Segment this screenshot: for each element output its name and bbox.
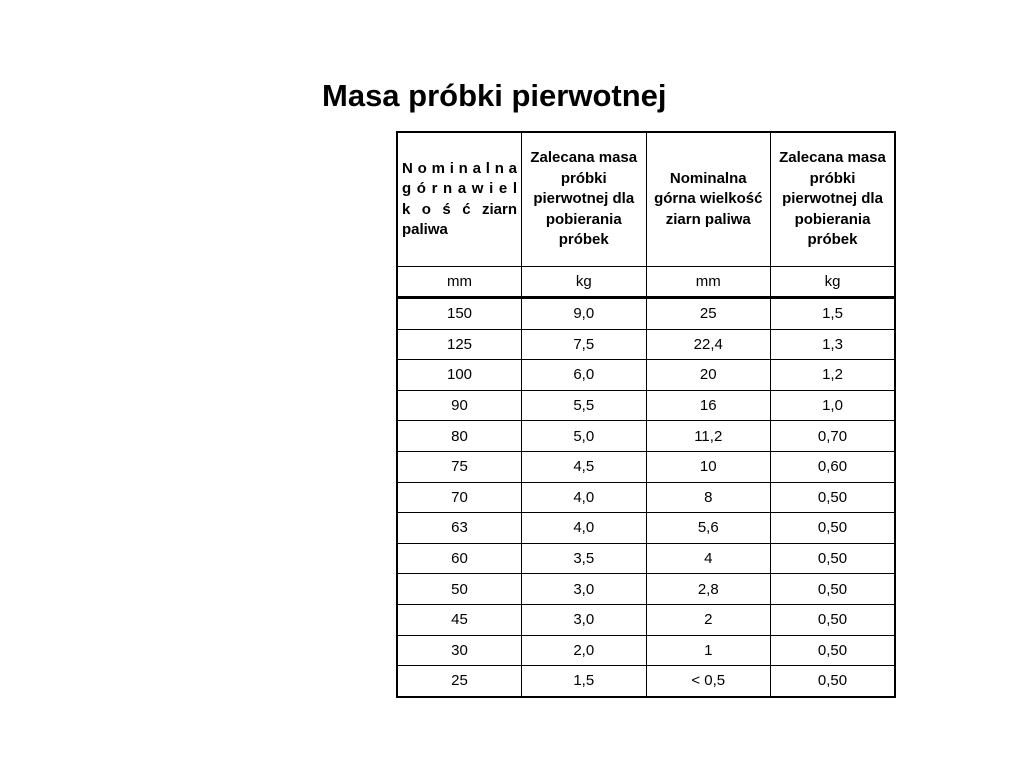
table-row: [397, 360, 895, 391]
table-cell: 1,3: [771, 329, 896, 360]
table-cell: 30: [397, 635, 522, 666]
table-cell: 0,50: [771, 574, 896, 605]
table-cell: < 0,5: [646, 666, 771, 697]
table-cell: 10: [646, 451, 771, 482]
table-cell: 45: [397, 604, 522, 635]
table-row: [397, 513, 895, 544]
table-row: [397, 543, 895, 574]
sample-mass-table: [396, 131, 896, 698]
unit-cell: kg: [522, 267, 647, 298]
table-cell: 22,4: [646, 329, 771, 360]
table-row: [397, 482, 895, 513]
slide-title: Masa próbki pierwotnej: [322, 78, 667, 113]
table-cell: 80: [397, 421, 522, 452]
table-cell: 5,5: [522, 390, 647, 421]
table-row: [397, 298, 895, 330]
table-cell: 63: [397, 513, 522, 544]
table-cell: 0,50: [771, 543, 896, 574]
table-row: [397, 574, 895, 605]
table-cell: 4: [646, 543, 771, 574]
table-cell: 0,70: [771, 421, 896, 452]
table-cell: 70: [397, 482, 522, 513]
table-row: [397, 390, 895, 421]
table-cell: 3,0: [522, 574, 647, 605]
table-cell: 0,50: [771, 513, 896, 544]
table-cell: 1,2: [771, 360, 896, 391]
table-row: [397, 421, 895, 452]
table-row: [397, 451, 895, 482]
table-cell: 2: [646, 604, 771, 635]
header-text-nominal-size-left: N o m i n a l n a g ó r n a w i e l k o ś ć ziarn paliwa: [402, 159, 517, 238]
table-cell: 50: [397, 574, 522, 605]
table-cell: 4,5: [522, 451, 647, 482]
units-row: [397, 267, 895, 298]
unit-cell: mm: [646, 267, 771, 298]
table-cell: 1,0: [771, 390, 896, 421]
table-cell: 4,0: [522, 482, 647, 513]
table-cell: 3,5: [522, 543, 647, 574]
table-cell: 1: [646, 635, 771, 666]
table-cell: 3,0: [522, 604, 647, 635]
header-cell-mass-left: Zalecana masa próbki pierwotnej dla pobierania próbek: [522, 132, 647, 267]
table-cell: 6,0: [522, 360, 647, 391]
table-row: [397, 666, 895, 697]
table-cell: 8: [646, 482, 771, 513]
table-row: [397, 329, 895, 360]
table-cell: 90: [397, 390, 522, 421]
table-cell: 25: [397, 666, 522, 697]
unit-cell: kg: [771, 267, 896, 298]
unit-cell: mm: [397, 267, 522, 298]
table-cell: 75: [397, 451, 522, 482]
table-cell: 0,50: [771, 666, 896, 697]
table-cell: 2,8: [646, 574, 771, 605]
table-cell: 0,50: [771, 482, 896, 513]
header-cell-nominal-size-right: Nominalna górna wielkość ziarn paliwa: [646, 132, 771, 267]
table-cell: 0,50: [771, 635, 896, 666]
table-row: [397, 604, 895, 635]
table-cell: 150: [397, 298, 522, 330]
table-cell: 100: [397, 360, 522, 391]
table-cell: 60: [397, 543, 522, 574]
table-cell: 5,0: [522, 421, 647, 452]
table-row: [397, 635, 895, 666]
table-cell: 20: [646, 360, 771, 391]
table-cell: 16: [646, 390, 771, 421]
table-cell: 7,5: [522, 329, 647, 360]
table-cell: 4,0: [522, 513, 647, 544]
table-cell: 11,2: [646, 421, 771, 452]
table-cell: 1,5: [522, 666, 647, 697]
table-cell: 25: [646, 298, 771, 330]
table-cell: 2,0: [522, 635, 647, 666]
table-cell: 5,6: [646, 513, 771, 544]
table-cell: 1,5: [771, 298, 896, 330]
header-cell-mass-right: Zalecana masa próbki pierwotnej dla pobierania próbek: [771, 132, 896, 267]
table-body: [397, 267, 895, 697]
table-cell: 9,0: [522, 298, 647, 330]
header-cell-nominal-size-left: [397, 132, 522, 267]
table-cell: 0,50: [771, 604, 896, 635]
table-cell: 125: [397, 329, 522, 360]
table-header-row: [397, 132, 895, 267]
table-cell: 0,60: [771, 451, 896, 482]
